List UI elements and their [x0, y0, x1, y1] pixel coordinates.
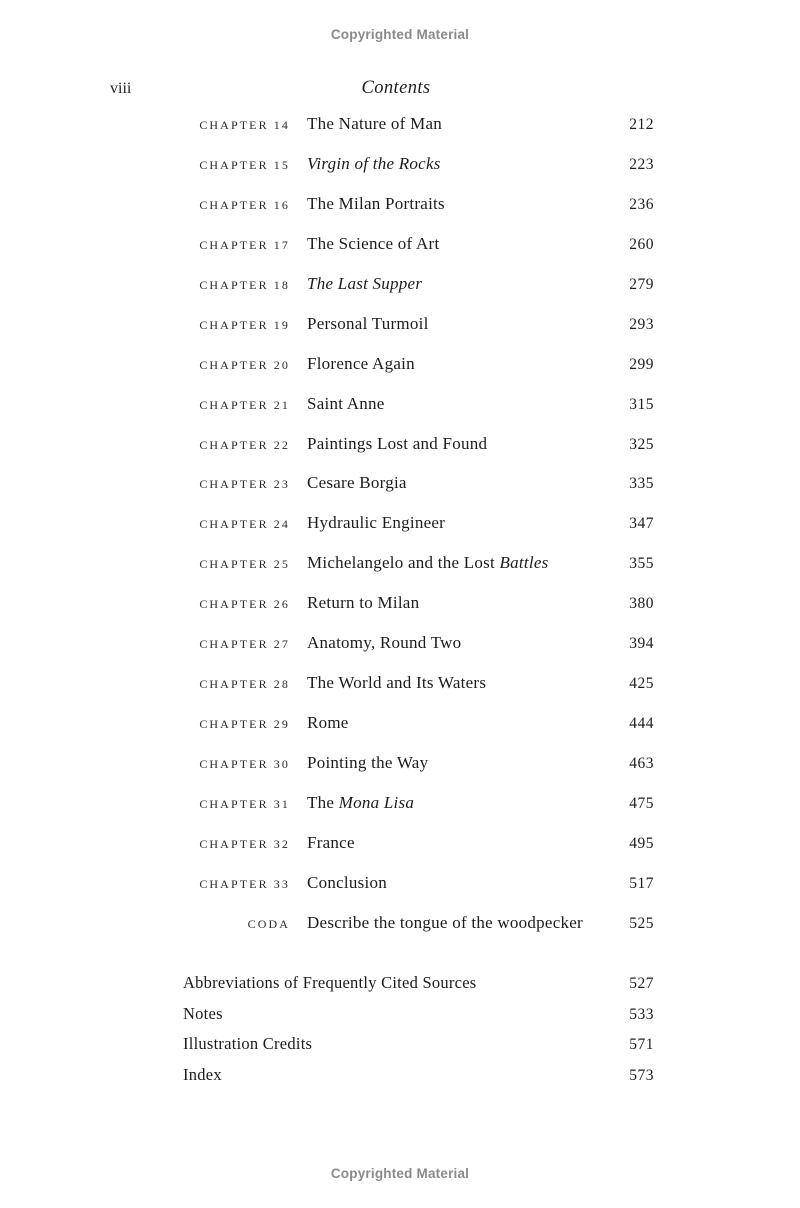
chapter-label: CHAPTER 25	[199, 557, 290, 572]
chapter-label: CODA	[247, 916, 290, 931]
toc-entry	[183, 394, 654, 434]
chapter-title: Conclusion	[307, 872, 387, 892]
chapter-page-number: 260	[629, 235, 654, 253]
chapter-label: CHAPTER 27	[199, 637, 290, 652]
chapter-page-number: 236	[629, 195, 654, 213]
contents-heading: Contents	[361, 78, 431, 98]
toc-entry	[183, 274, 654, 314]
copyright-notice-top: Copyrighted Material	[330, 27, 470, 42]
chapter-label: CHAPTER 23	[199, 477, 290, 492]
toc-entry	[183, 753, 654, 793]
chapter-page-number: 223	[629, 155, 654, 173]
chapter-title: Personal Turmoil	[307, 313, 429, 333]
chapter-title: Michelangelo and the Lost Battles	[307, 553, 549, 573]
chapter-label: CHAPTER 15	[199, 157, 290, 172]
copyright-notice-bottom: Copyrighted Material	[330, 1166, 470, 1181]
chapter-title: Cesare Borgia	[307, 473, 407, 493]
chapter-label: CHAPTER 21	[199, 397, 290, 412]
chapter-label: CHAPTER 32	[199, 836, 290, 851]
backmatter-list	[183, 973, 654, 1095]
backmatter-entry	[183, 973, 654, 1004]
chapter-title: Florence Again	[307, 353, 415, 373]
chapter-title: The Last Supper	[307, 273, 423, 293]
toc-entry	[183, 314, 654, 354]
page-folio: viii	[110, 80, 132, 97]
chapter-title: Pointing the Way	[307, 753, 429, 772]
chapter-title: The Science of Art	[307, 233, 440, 253]
backmatter-entry	[183, 1065, 654, 1096]
toc-entry	[183, 553, 654, 593]
chapter-title: Rome	[307, 713, 349, 733]
chapter-page-number: 299	[629, 355, 654, 373]
chapter-title: Hydraulic Engineer	[307, 513, 446, 533]
chapter-title: France	[307, 832, 355, 852]
backmatter-title: Index	[183, 1064, 222, 1084]
toc-entry	[183, 154, 654, 194]
chapter-title: Virgin of the Rocks	[307, 153, 441, 173]
chapter-page-number: 212	[629, 116, 654, 133]
chapter-page-number: 475	[629, 794, 654, 812]
toc-entry	[183, 913, 654, 953]
backmatter-title: Notes	[183, 1003, 223, 1023]
toc-entry	[183, 473, 654, 513]
chapter-label: CHAPTER 30	[199, 757, 290, 771]
toc-entry	[183, 833, 654, 873]
chapter-label: CHAPTER 16	[199, 197, 290, 212]
chapter-label: CHAPTER 26	[199, 597, 290, 612]
toc-entry	[183, 793, 654, 833]
chapter-title: Paintings Lost and Found	[307, 433, 488, 453]
toc-entry	[183, 234, 654, 274]
toc-entry	[183, 633, 654, 673]
chapter-page-number: 517	[629, 874, 654, 892]
toc-entry	[183, 593, 654, 633]
chapter-page-number: 394	[629, 635, 654, 653]
chapter-page-number: 325	[629, 435, 654, 453]
toc-entry	[183, 434, 654, 474]
toc-list	[183, 114, 654, 953]
chapter-page-number: 279	[629, 275, 654, 293]
backmatter-entry	[183, 1004, 654, 1035]
backmatter-page-number: 527	[629, 975, 654, 992]
toc-entry	[183, 513, 654, 553]
toc-entry	[183, 673, 654, 713]
backmatter-title: Illustration Credits	[183, 1034, 313, 1054]
chapter-label: CHAPTER 19	[199, 317, 290, 332]
toc-entry	[183, 873, 654, 913]
chapter-page-number: 525	[629, 914, 654, 932]
chapter-page-number: 444	[629, 715, 654, 733]
chapter-title: The Milan Portraits	[307, 193, 445, 213]
chapter-page-number: 425	[629, 675, 654, 693]
chapter-page-number: 463	[629, 755, 654, 772]
backmatter-page-number: 533	[629, 1005, 654, 1023]
chapter-label: CHAPTER 28	[199, 677, 290, 692]
chapter-title: Anatomy, Round Two	[307, 633, 462, 653]
chapter-title: Describe the tongue of the woodpecker	[307, 912, 583, 932]
chapter-label: CHAPTER 29	[199, 717, 290, 732]
chapter-page-number: 315	[629, 395, 654, 413]
chapter-title: Return to Milan	[307, 593, 420, 613]
chapter-page-number: 293	[629, 315, 654, 333]
backmatter-entry	[183, 1034, 654, 1065]
chapter-page-number: 495	[629, 834, 654, 852]
chapter-title: Saint Anne	[307, 393, 385, 413]
chapter-label: CHAPTER 31	[199, 796, 290, 811]
chapter-title: The World and Its Waters	[307, 673, 487, 693]
chapter-page-number: 347	[629, 515, 654, 533]
chapter-title: The Nature of Man	[307, 114, 443, 133]
toc-entry	[183, 713, 654, 753]
backmatter-title: Abbreviations of Frequently Cited Sources	[183, 973, 477, 992]
toc-entry	[183, 194, 654, 234]
toc-entry	[183, 114, 654, 154]
chapter-label: CHAPTER 18	[199, 277, 290, 292]
toc-entry	[183, 354, 654, 394]
chapter-label: CHAPTER 20	[199, 357, 290, 372]
chapter-page-number: 355	[629, 555, 654, 573]
chapter-page-number: 335	[629, 475, 654, 493]
backmatter-page-number: 571	[629, 1036, 654, 1054]
chapter-label: CHAPTER 33	[199, 876, 290, 891]
chapter-title: The Mona Lisa	[307, 792, 415, 812]
backmatter-page-number: 573	[629, 1066, 654, 1084]
chapter-label: CHAPTER 14	[199, 118, 290, 132]
chapter-label: CHAPTER 17	[199, 237, 290, 252]
chapter-page-number: 380	[629, 595, 654, 613]
chapter-label: CHAPTER 24	[199, 517, 290, 532]
chapter-label: CHAPTER 22	[199, 437, 290, 452]
